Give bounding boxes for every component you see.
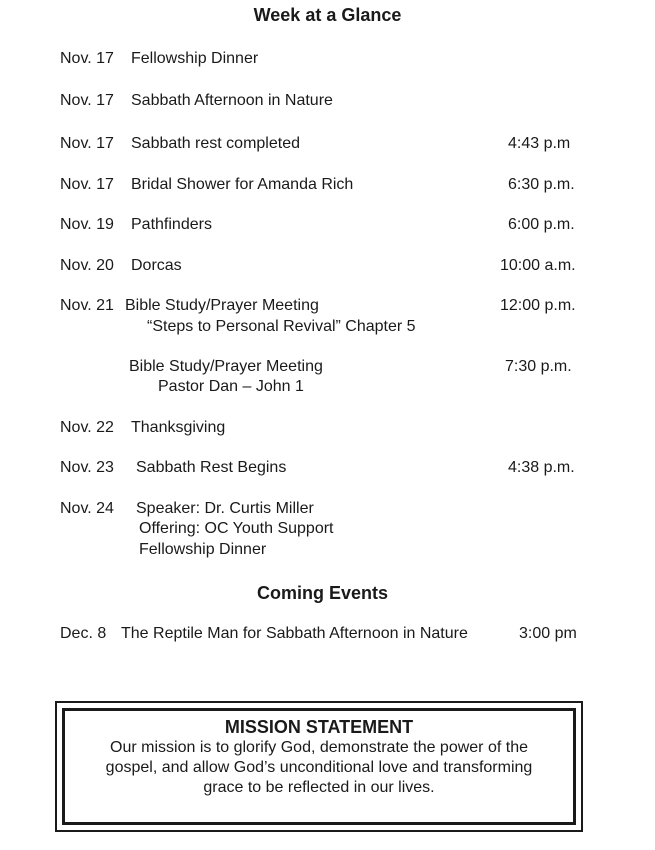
event-date: Dec. 8 — [60, 625, 107, 642]
mission-statement-line: grace to be reflected in our lives. — [203, 779, 435, 796]
event-date: Nov. 22 — [60, 419, 114, 436]
event-title: Bible Study/Prayer Meeting — [125, 297, 319, 314]
event-detail: “Steps to Personal Revival” Chapter 5 — [147, 318, 416, 335]
event-title: Thanksgiving — [131, 419, 226, 436]
event-time: 6:30 p.m. — [508, 176, 575, 193]
event-date: Nov. 17 — [60, 50, 114, 67]
event-date: Nov. 20 — [60, 257, 114, 274]
event-date: Nov. 23 — [60, 459, 114, 476]
event-title: Speaker: Dr. Curtis Miller — [136, 500, 314, 517]
coming-events-title: Coming Events — [256, 583, 389, 603]
event-time: 4:43 p.m — [508, 135, 571, 152]
mission-statement-line: gospel, and allow God’s unconditional love and transforming — [105, 759, 533, 776]
event-date: Nov. 17 — [60, 135, 114, 152]
event-title: Bridal Shower for Amanda Rich — [131, 176, 354, 193]
event-time: 6:00 p.m. — [508, 216, 575, 233]
event-date: Nov. 24 — [60, 500, 114, 517]
mission-statement-inner — [62, 708, 576, 825]
event-date: Nov. 21 — [60, 297, 114, 314]
event-time: 4:38 p.m. — [508, 459, 575, 476]
mission-statement-title: MISSION STATEMENT — [224, 717, 414, 737]
event-date: Nov. 19 — [60, 216, 114, 233]
event-title: Sabbath Afternoon in Nature — [131, 92, 333, 109]
event-title: Sabbath Rest Begins — [136, 459, 287, 476]
event-title: The Reptile Man for Sabbath Afternoon in Nature — [121, 625, 468, 642]
event-time: 10:00 a.m. — [500, 257, 576, 274]
event-title: Fellowship Dinner — [131, 50, 259, 67]
event-detail: Pastor Dan – John 1 — [158, 378, 304, 395]
event-title: Bible Study/Prayer Meeting — [129, 358, 323, 375]
event-title: Pathfinders — [131, 216, 212, 233]
mission-statement-line: Our mission is to glorify God, demonstrate the power of the — [110, 739, 528, 756]
event-time: 3:00 pm — [519, 625, 577, 642]
event-date: Nov. 17 — [60, 176, 114, 193]
event-date: Nov. 17 — [60, 92, 114, 109]
event-title: Sabbath rest completed — [131, 135, 300, 152]
event-time: 12:00 p.m. — [500, 297, 576, 314]
event-time: 7:30 p.m. — [505, 358, 572, 375]
mission-statement-box — [55, 701, 583, 832]
event-title: Dorcas — [131, 257, 182, 274]
week-at-a-glance-title: Week at a Glance — [253, 5, 402, 25]
event-detail: Fellowship Dinner — [139, 541, 267, 558]
event-detail: Offering: OC Youth Support — [139, 520, 334, 537]
